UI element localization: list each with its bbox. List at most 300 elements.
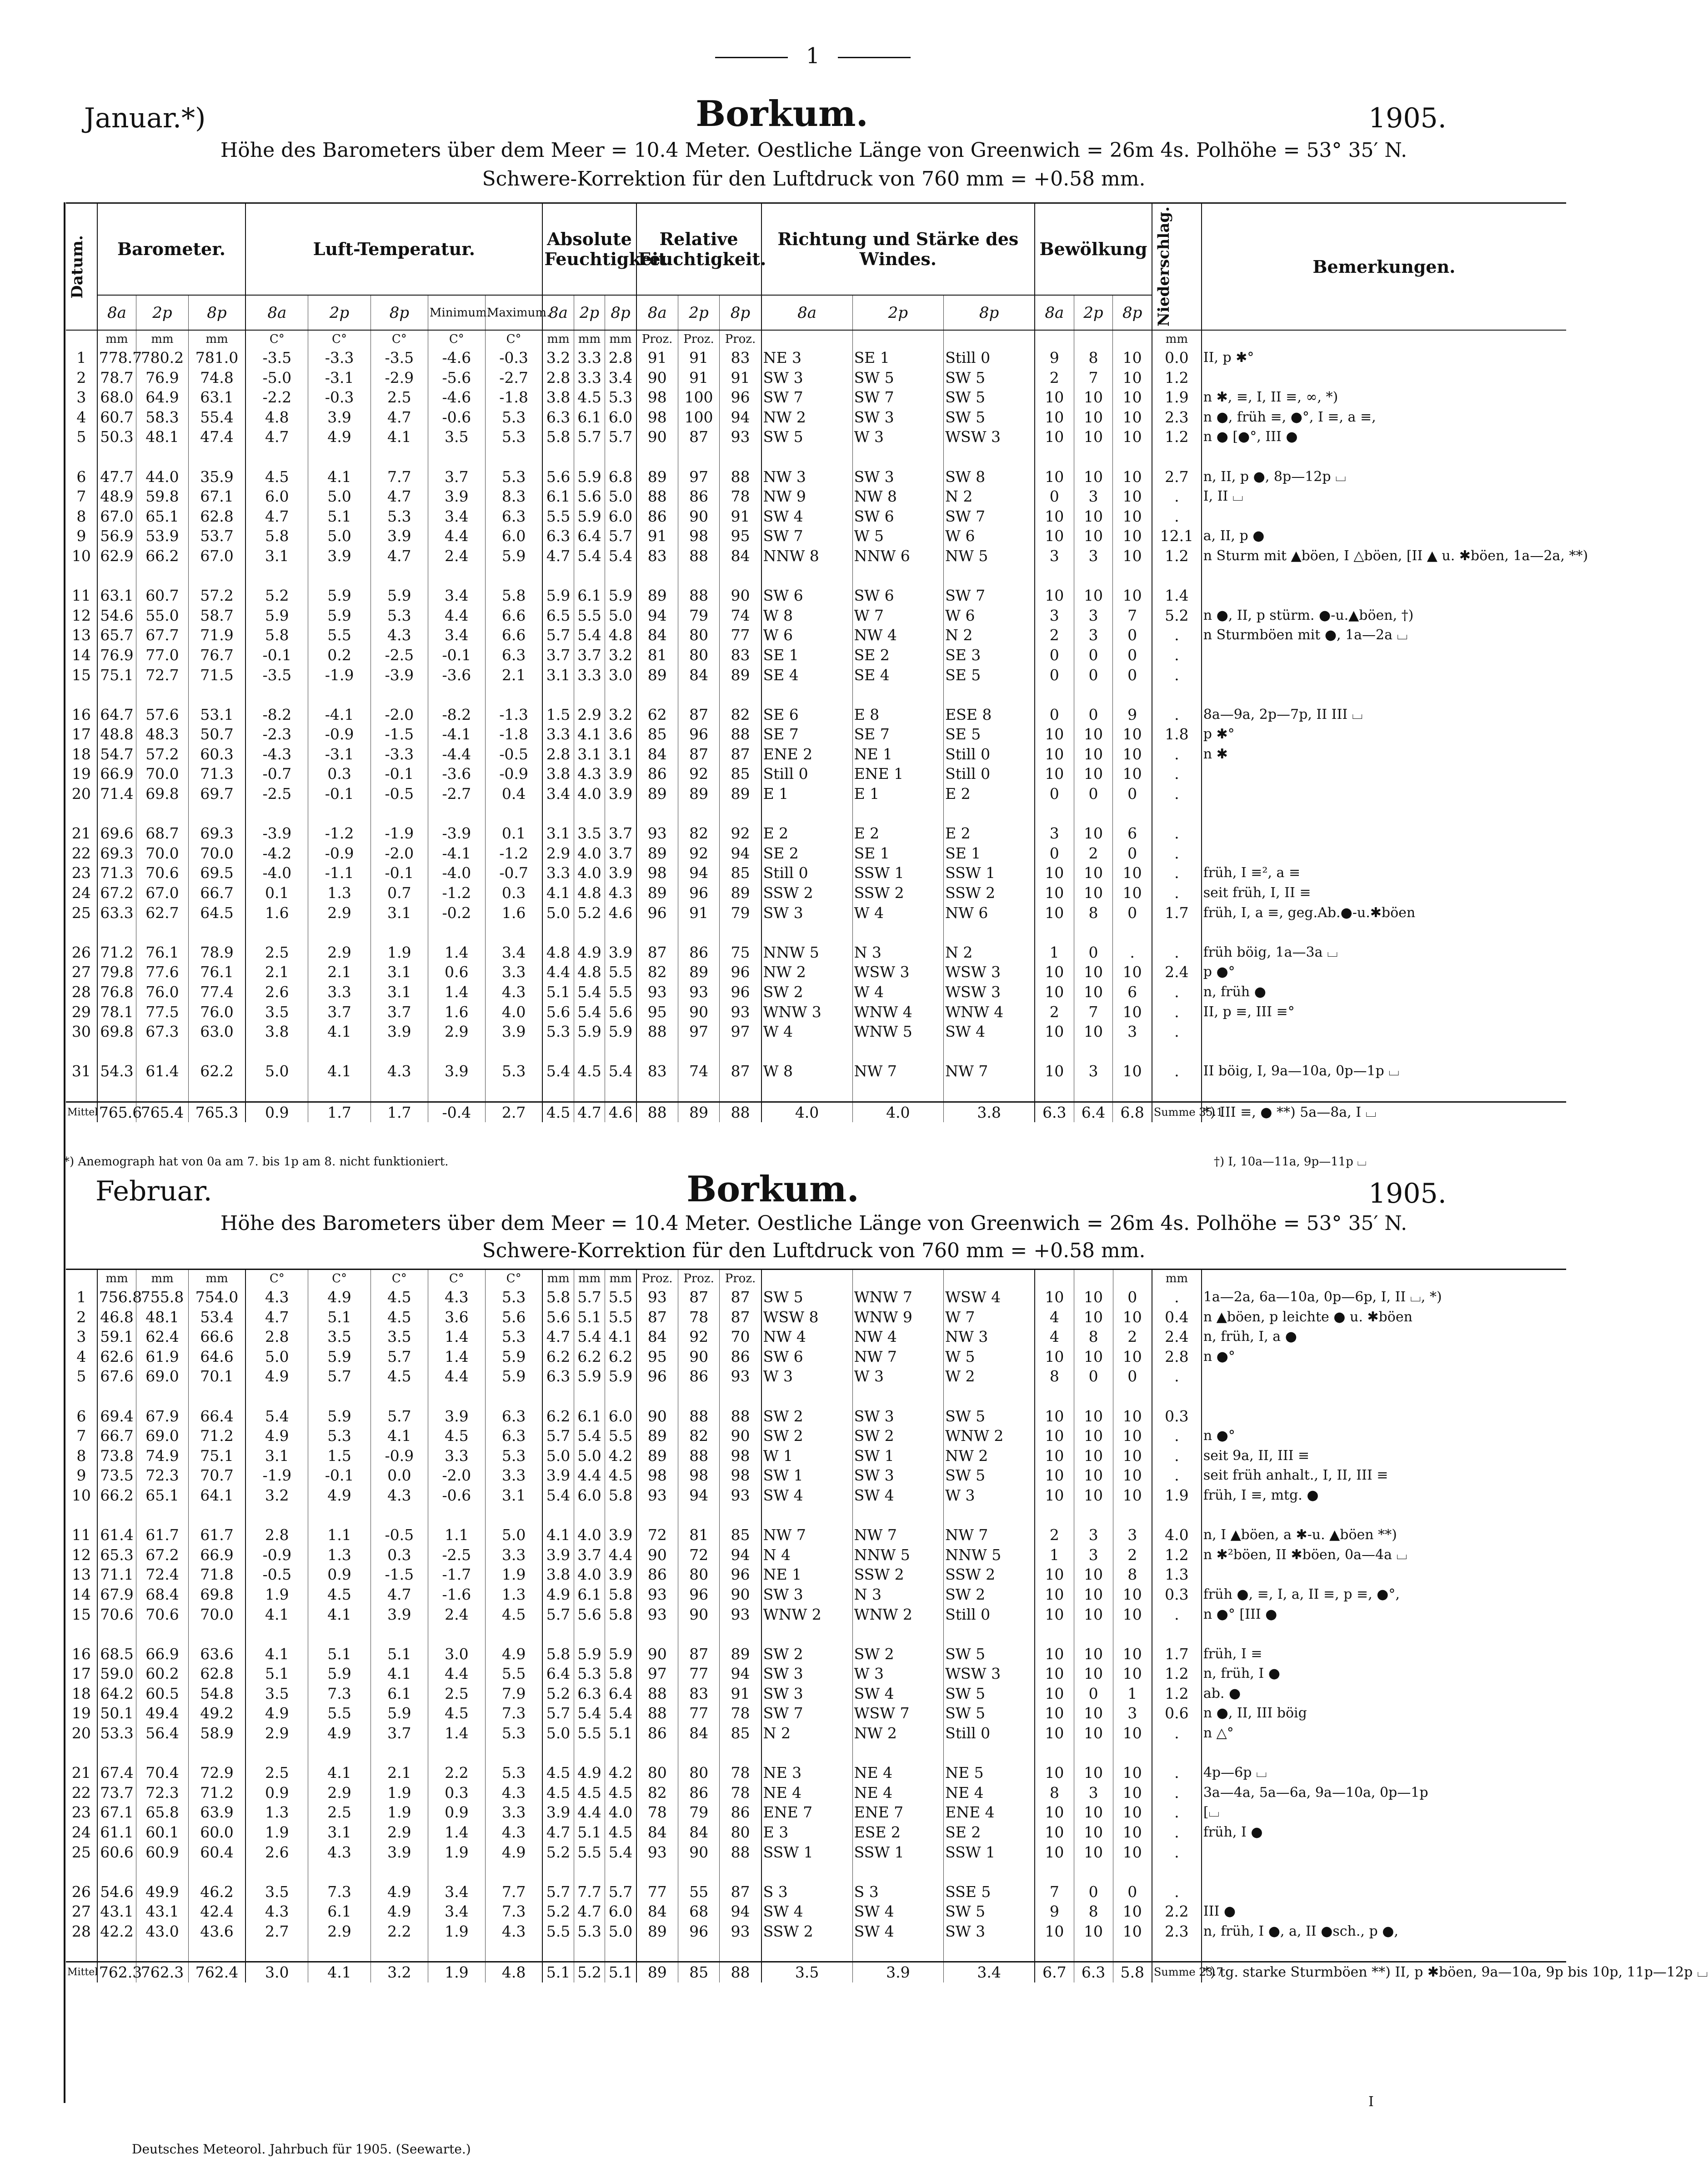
value-cell: 91 bbox=[678, 348, 720, 368]
value-cell: -0.7 bbox=[245, 764, 308, 784]
spacer-cell bbox=[1074, 1743, 1113, 1763]
value-cell: 68.7 bbox=[136, 823, 189, 843]
value-cell: 67.1 bbox=[188, 487, 245, 507]
page-frame bbox=[64, 202, 65, 2103]
spacer-cell bbox=[636, 447, 678, 467]
spacer-cell bbox=[852, 923, 944, 943]
value-cell: 5.5 bbox=[605, 1307, 636, 1327]
spacer-cell bbox=[944, 804, 1035, 824]
table-row bbox=[66, 1723, 1566, 1743]
spacer-cell bbox=[428, 1624, 485, 1644]
value-cell: 86 bbox=[720, 1347, 761, 1367]
value-cell: 58.3 bbox=[136, 407, 189, 427]
value-cell: SSW 1 bbox=[852, 1842, 944, 1862]
value-cell: 3.9 bbox=[428, 1406, 485, 1426]
mean-cell: -0.4 bbox=[428, 1102, 485, 1122]
value-cell: 3.1 bbox=[308, 1822, 371, 1842]
spacer-cell bbox=[1035, 685, 1074, 705]
value-cell: 48.9 bbox=[97, 487, 136, 507]
spacer-cell bbox=[136, 923, 189, 943]
value-cell: 61.9 bbox=[136, 1347, 189, 1367]
value-cell: 10 bbox=[1035, 467, 1074, 487]
table-row bbox=[66, 1061, 1566, 1081]
spacer-cell bbox=[944, 923, 1035, 943]
spacer-cell bbox=[1202, 685, 1566, 705]
value-cell: 35.9 bbox=[188, 467, 245, 487]
table-row bbox=[66, 1902, 1566, 1922]
value-cell: 6.0 bbox=[605, 1902, 636, 1922]
spacer-cell bbox=[678, 1386, 720, 1406]
spacer-cell bbox=[136, 685, 189, 705]
value-cell: NE 3 bbox=[761, 1763, 853, 1783]
spacer-cell bbox=[636, 804, 678, 824]
spacer-cell bbox=[66, 1942, 97, 1962]
value-cell: 68 bbox=[678, 1902, 720, 1922]
month-title-januar: Januar.*) bbox=[84, 102, 206, 134]
value-cell: 80 bbox=[636, 1763, 678, 1783]
table-row bbox=[66, 526, 1566, 546]
value-cell: 71.1 bbox=[97, 1565, 136, 1585]
value-cell: 6.5 bbox=[542, 606, 574, 626]
value-cell: . bbox=[1152, 1061, 1202, 1081]
value-cell: NNW 5 bbox=[761, 943, 853, 963]
value-cell: 61.7 bbox=[136, 1525, 189, 1545]
remarks-cell: n ●° bbox=[1203, 1428, 1235, 1444]
table-row bbox=[66, 407, 1566, 427]
sub-maximum: Maximum. bbox=[485, 295, 542, 330]
value-cell: SW 6 bbox=[852, 507, 944, 527]
value-cell: 86 bbox=[636, 507, 678, 527]
remarks-cell: früh, I ≡², a ≡ bbox=[1203, 865, 1301, 881]
date-cell: 22 bbox=[66, 843, 97, 863]
spacer-cell bbox=[605, 685, 636, 705]
value-cell: 1.5 bbox=[542, 705, 574, 725]
date-cell: 4 bbox=[66, 407, 97, 427]
value-cell: 10 bbox=[1035, 1763, 1074, 1783]
value-cell: W 7 bbox=[852, 606, 944, 626]
value-cell: 2.9 bbox=[245, 1723, 308, 1743]
value-cell: W 8 bbox=[761, 606, 853, 626]
value-cell: 93 bbox=[720, 1366, 761, 1386]
value-cell: N 4 bbox=[761, 1545, 853, 1565]
value-cell: 1.9 bbox=[371, 943, 428, 963]
value-cell: 6.3 bbox=[485, 1406, 542, 1426]
spacer-cell bbox=[136, 1743, 189, 1763]
date-cell: 1 bbox=[66, 348, 97, 368]
mean-cell: 1.7 bbox=[371, 1102, 428, 1122]
mean-cell: 3.8 bbox=[944, 1102, 1035, 1122]
value-cell: 3.7 bbox=[371, 1002, 428, 1022]
value-cell: -4.0 bbox=[428, 863, 485, 883]
value-cell: 2 bbox=[1074, 843, 1113, 863]
value-cell: 89 bbox=[720, 784, 761, 804]
value-cell: -2.5 bbox=[428, 1545, 485, 1565]
unit-cell bbox=[66, 1270, 97, 1288]
value-cell: 3.9 bbox=[605, 1565, 636, 1585]
value-cell: 5.3 bbox=[485, 1446, 542, 1466]
spacer-cell bbox=[66, 1506, 97, 1526]
header-barometer: Barometer. bbox=[97, 203, 246, 296]
table-row bbox=[66, 903, 1566, 923]
date-cell: 21 bbox=[66, 1763, 97, 1783]
spacer-cell bbox=[1113, 566, 1152, 586]
spacer-cell bbox=[97, 1743, 136, 1763]
value-cell: 12.1 bbox=[1152, 526, 1202, 546]
table-row bbox=[66, 348, 1566, 368]
value-cell: 67.0 bbox=[136, 883, 189, 903]
value-cell: 1.4 bbox=[1152, 586, 1202, 606]
spacer-cell bbox=[636, 1042, 678, 1062]
value-cell: E 8 bbox=[852, 705, 944, 725]
unit-cell: mm bbox=[542, 1270, 574, 1288]
value-cell: -2.0 bbox=[428, 1465, 485, 1485]
value-cell: 86 bbox=[678, 1783, 720, 1803]
value-cell: 3.1 bbox=[542, 665, 574, 685]
date-cell: 20 bbox=[66, 784, 97, 804]
spacer-cell bbox=[574, 447, 605, 467]
spacer-cell bbox=[542, 1624, 574, 1644]
value-cell: 3.1 bbox=[574, 744, 605, 764]
remarks-cell: n, früh, I ●, a, II ●sch., p ●, bbox=[1203, 1923, 1398, 1939]
value-cell: 88 bbox=[678, 586, 720, 606]
value-cell: -2.0 bbox=[371, 843, 428, 863]
value-cell: 6 bbox=[1113, 982, 1152, 1002]
value-cell: 10 bbox=[1035, 1684, 1074, 1704]
value-cell: 93 bbox=[636, 1287, 678, 1307]
spacer-row bbox=[66, 566, 1566, 586]
unit-cell: C° bbox=[371, 1270, 428, 1288]
value-cell: 10 bbox=[1035, 586, 1074, 606]
value-cell: 1.4 bbox=[428, 982, 485, 1002]
value-cell: 5.9 bbox=[308, 1347, 371, 1367]
value-cell: 60.5 bbox=[136, 1684, 189, 1704]
value-cell: SW 4 bbox=[852, 1485, 944, 1506]
value-cell: 55 bbox=[678, 1882, 720, 1902]
value-cell: 10 bbox=[1074, 1723, 1113, 1743]
table-row bbox=[66, 1585, 1566, 1605]
value-cell: 70.4 bbox=[136, 1763, 189, 1783]
value-cell: 47.7 bbox=[97, 467, 136, 487]
value-cell: 62.8 bbox=[188, 507, 245, 527]
value-cell: -4.1 bbox=[308, 705, 371, 725]
value-cell: 59.8 bbox=[136, 487, 189, 507]
value-cell: 10 bbox=[1074, 1485, 1113, 1506]
spacer-cell bbox=[1074, 685, 1113, 705]
value-cell: SW 8 bbox=[944, 467, 1035, 487]
value-cell: 10 bbox=[1113, 1664, 1152, 1684]
value-cell: 88 bbox=[678, 1446, 720, 1466]
value-cell: Still 0 bbox=[944, 1723, 1035, 1743]
spacer-cell bbox=[66, 1386, 97, 1406]
table-row bbox=[66, 1802, 1566, 1822]
value-cell: 3.4 bbox=[428, 586, 485, 606]
value-cell: 7 bbox=[1035, 1882, 1074, 1902]
value-cell: 5.4 bbox=[605, 1061, 636, 1081]
spacer-cell bbox=[485, 1743, 542, 1763]
spacer-cell bbox=[308, 1743, 371, 1763]
value-cell: 0.0 bbox=[371, 1465, 428, 1485]
spacer-cell bbox=[1113, 1081, 1152, 1102]
value-cell: SW 1 bbox=[852, 1446, 944, 1466]
mean-cell: 5.8 bbox=[1113, 1962, 1152, 1982]
value-cell: -3.5 bbox=[245, 348, 308, 368]
mean-cell: 2.7 bbox=[485, 1102, 542, 1122]
value-cell: 50.1 bbox=[97, 1703, 136, 1723]
unit-cell: Proz. bbox=[678, 330, 720, 348]
spacer-cell bbox=[605, 923, 636, 943]
value-cell: SE 1 bbox=[944, 843, 1035, 863]
value-cell: 4.4 bbox=[428, 1366, 485, 1386]
value-cell: 10 bbox=[1074, 1822, 1113, 1842]
value-cell: 71.3 bbox=[97, 863, 136, 883]
unit-cell: C° bbox=[485, 330, 542, 348]
value-cell: 97 bbox=[678, 1022, 720, 1042]
spacer-cell bbox=[188, 1743, 245, 1763]
mean-cell: 6.8 bbox=[1113, 1102, 1152, 1122]
value-cell: . bbox=[1152, 1783, 1202, 1803]
value-cell: 78 bbox=[720, 1763, 761, 1783]
value-cell: 92 bbox=[720, 823, 761, 843]
value-cell: 67.6 bbox=[97, 1366, 136, 1386]
value-cell: 90 bbox=[636, 1545, 678, 1565]
value-cell: 3.9 bbox=[542, 1545, 574, 1565]
value-cell: 74 bbox=[678, 1061, 720, 1081]
value-cell: 754.0 bbox=[188, 1287, 245, 1307]
value-cell: 5.0 bbox=[542, 1723, 574, 1743]
table-row bbox=[66, 427, 1566, 447]
value-cell: 85 bbox=[720, 863, 761, 883]
spacer-cell bbox=[371, 1624, 428, 1644]
value-cell: 3.3 bbox=[542, 724, 574, 744]
value-cell: 66.4 bbox=[188, 1406, 245, 1426]
sub-8a: 8a bbox=[245, 295, 308, 330]
value-cell: 1.9 bbox=[245, 1585, 308, 1605]
value-cell: 84 bbox=[678, 1723, 720, 1743]
value-cell: 3.2 bbox=[605, 705, 636, 725]
table-row bbox=[66, 1684, 1566, 1704]
spacer-cell bbox=[371, 1386, 428, 1406]
value-cell: 10 bbox=[1074, 1605, 1113, 1625]
value-cell: 10 bbox=[1113, 348, 1152, 368]
date-cell: 18 bbox=[66, 744, 97, 764]
value-cell: 86 bbox=[636, 1565, 678, 1585]
value-cell: 3.9 bbox=[605, 1525, 636, 1545]
spacer-cell bbox=[1152, 685, 1202, 705]
value-cell: 10 bbox=[1074, 1703, 1113, 1723]
value-cell: 60.2 bbox=[136, 1664, 189, 1684]
spacer-cell bbox=[1152, 923, 1202, 943]
value-cell: 3.1 bbox=[605, 744, 636, 764]
table-row bbox=[66, 784, 1566, 804]
spacer-cell bbox=[1113, 447, 1152, 467]
value-cell: 62.9 bbox=[97, 546, 136, 566]
value-cell: 4.7 bbox=[542, 1327, 574, 1347]
station-info-line1-feb: Höhe des Barometers über dem Meer = 10.4 Meter. Oestliche Länge von Greenwich = 26m 4s. Polhöhe = 53° 35′ N. bbox=[220, 1212, 1407, 1235]
spacer-cell bbox=[97, 685, 136, 705]
value-cell: 70.7 bbox=[188, 1465, 245, 1485]
unit-cell: mm bbox=[542, 330, 574, 348]
spacer-cell bbox=[720, 1862, 761, 1882]
spacer-cell bbox=[1074, 1624, 1113, 1644]
spacer-cell bbox=[1035, 447, 1074, 467]
table-row bbox=[66, 982, 1566, 1002]
value-cell: 1.7 bbox=[1152, 1644, 1202, 1664]
value-cell: -1.9 bbox=[308, 665, 371, 685]
value-cell: W 4 bbox=[852, 903, 944, 923]
value-cell: 10 bbox=[1035, 1664, 1074, 1684]
value-cell: 73.7 bbox=[97, 1783, 136, 1803]
value-cell: 0.3 bbox=[1152, 1585, 1202, 1605]
spacer-cell bbox=[944, 1743, 1035, 1763]
value-cell: 90 bbox=[720, 586, 761, 606]
value-cell: -3.3 bbox=[308, 348, 371, 368]
value-cell: 88 bbox=[720, 467, 761, 487]
value-cell: 3.7 bbox=[542, 645, 574, 665]
value-cell: 5.5 bbox=[605, 982, 636, 1002]
value-cell: 5.0 bbox=[605, 1922, 636, 1942]
value-cell: 87 bbox=[720, 1307, 761, 1327]
unit-cell: C° bbox=[308, 330, 371, 348]
unit-cell: mm bbox=[605, 1270, 636, 1288]
value-cell: SW 2 bbox=[852, 1426, 944, 1446]
value-cell: NE 1 bbox=[761, 1565, 853, 1585]
value-cell: 1.2 bbox=[1152, 368, 1202, 388]
value-cell: SW 4 bbox=[761, 507, 853, 527]
value-cell: 5.5 bbox=[542, 1922, 574, 1942]
unit-cell bbox=[852, 1270, 944, 1288]
value-cell: 3.3 bbox=[485, 1465, 542, 1485]
value-cell: -3.1 bbox=[308, 368, 371, 388]
value-cell: 3.4 bbox=[428, 625, 485, 645]
value-cell: 66.7 bbox=[188, 883, 245, 903]
unit-cell: mm bbox=[97, 1270, 136, 1288]
value-cell: 2.4 bbox=[428, 1605, 485, 1625]
table-row bbox=[66, 705, 1566, 725]
table-row bbox=[66, 764, 1566, 784]
spacer-cell bbox=[485, 447, 542, 467]
value-cell: 4.5 bbox=[485, 1605, 542, 1625]
value-cell: 4.0 bbox=[574, 843, 605, 863]
spacer-cell bbox=[1113, 1862, 1152, 1882]
value-cell: 5.8 bbox=[485, 586, 542, 606]
value-cell: 6.4 bbox=[542, 1664, 574, 1684]
value-cell: 4.5 bbox=[371, 1366, 428, 1386]
mean-cell: 89 bbox=[636, 1962, 678, 1982]
value-cell: 61.4 bbox=[97, 1525, 136, 1545]
value-cell: SW 5 bbox=[944, 1465, 1035, 1485]
value-cell: 1.2 bbox=[1152, 427, 1202, 447]
value-cell: 5.6 bbox=[542, 1002, 574, 1022]
value-cell: 9 bbox=[1113, 705, 1152, 725]
value-cell: 2 bbox=[1035, 625, 1074, 645]
value-cell: 5.3 bbox=[308, 1426, 371, 1446]
date-cell: 13 bbox=[66, 625, 97, 645]
table-row bbox=[66, 387, 1566, 407]
value-cell: 10 bbox=[1035, 982, 1074, 1002]
value-cell: 86 bbox=[678, 487, 720, 507]
value-cell: 69.6 bbox=[97, 823, 136, 843]
value-cell: 5.5 bbox=[308, 625, 371, 645]
spacer-row bbox=[66, 1942, 1566, 1962]
station-info-line2: Schwere-Korrektion für den Luftdruck von 760 mm = +0.58 mm. bbox=[482, 167, 1146, 191]
spacer-cell bbox=[97, 1081, 136, 1102]
remarks-cell bbox=[1202, 586, 1566, 606]
spacer-cell bbox=[761, 1942, 853, 1962]
value-cell: 98 bbox=[720, 1465, 761, 1485]
value-cell: 93 bbox=[636, 1585, 678, 1605]
value-cell: . bbox=[1152, 665, 1202, 685]
spacer-cell bbox=[1202, 1081, 1566, 1102]
spacer-cell bbox=[428, 1506, 485, 1526]
value-cell: 4.1 bbox=[308, 1061, 371, 1081]
value-cell: 5.4 bbox=[245, 1406, 308, 1426]
value-cell: 3 bbox=[1074, 487, 1113, 507]
value-cell: 89 bbox=[720, 1644, 761, 1664]
value-cell: 91 bbox=[678, 368, 720, 388]
value-cell: E 2 bbox=[761, 823, 853, 843]
value-cell: 100 bbox=[678, 387, 720, 407]
value-cell: 96 bbox=[720, 962, 761, 982]
value-cell: 2.9 bbox=[428, 1022, 485, 1042]
value-cell: 10 bbox=[1074, 1307, 1113, 1327]
sub-2p: 2p bbox=[574, 295, 605, 330]
table-row bbox=[66, 943, 1566, 963]
mean-row bbox=[66, 1962, 1566, 1982]
value-cell: . bbox=[1152, 1287, 1202, 1307]
value-cell: NW 9 bbox=[761, 487, 853, 507]
remarks-cell bbox=[1202, 645, 1566, 665]
value-cell: 87 bbox=[636, 1307, 678, 1327]
value-cell: SW 7 bbox=[852, 387, 944, 407]
value-cell: NW 2 bbox=[761, 407, 853, 427]
spacer-cell bbox=[636, 566, 678, 586]
unit-cell: Proz. bbox=[678, 1270, 720, 1288]
value-cell: 54.6 bbox=[97, 606, 136, 626]
value-cell: 43.6 bbox=[188, 1922, 245, 1942]
value-cell: 10 bbox=[1113, 507, 1152, 527]
value-cell: 90 bbox=[720, 1426, 761, 1446]
value-cell: SSW 1 bbox=[944, 863, 1035, 883]
spacer-cell bbox=[308, 1506, 371, 1526]
value-cell: W 8 bbox=[761, 1061, 853, 1081]
value-cell: SW 4 bbox=[761, 1902, 853, 1922]
value-cell: 5.9 bbox=[485, 1347, 542, 1367]
mean-cell: 1.9 bbox=[428, 1962, 485, 1982]
value-cell: 3.7 bbox=[605, 823, 636, 843]
value-cell: 83 bbox=[678, 1684, 720, 1704]
table-row bbox=[66, 724, 1566, 744]
value-cell: 86 bbox=[678, 1366, 720, 1386]
spacer-cell bbox=[852, 1081, 944, 1102]
spacer-cell bbox=[761, 1743, 853, 1763]
value-cell: 3.3 bbox=[542, 863, 574, 883]
value-cell: 1.3 bbox=[308, 883, 371, 903]
spacer-cell bbox=[1113, 923, 1152, 943]
spacer-cell bbox=[574, 1042, 605, 1062]
value-cell: 5.6 bbox=[605, 1002, 636, 1022]
value-cell: 3.7 bbox=[574, 1545, 605, 1565]
value-cell: 6.0 bbox=[574, 1485, 605, 1506]
value-cell: 5.1 bbox=[574, 1822, 605, 1842]
value-cell: 71.2 bbox=[188, 1783, 245, 1803]
value-cell: 93 bbox=[636, 823, 678, 843]
spacer-cell bbox=[1074, 566, 1113, 586]
value-cell: 1.5 bbox=[308, 1446, 371, 1466]
value-cell: 48.1 bbox=[136, 427, 189, 447]
value-cell: SE 5 bbox=[944, 724, 1035, 744]
value-cell: 48.3 bbox=[136, 724, 189, 744]
value-cell: 3.8 bbox=[542, 1565, 574, 1585]
